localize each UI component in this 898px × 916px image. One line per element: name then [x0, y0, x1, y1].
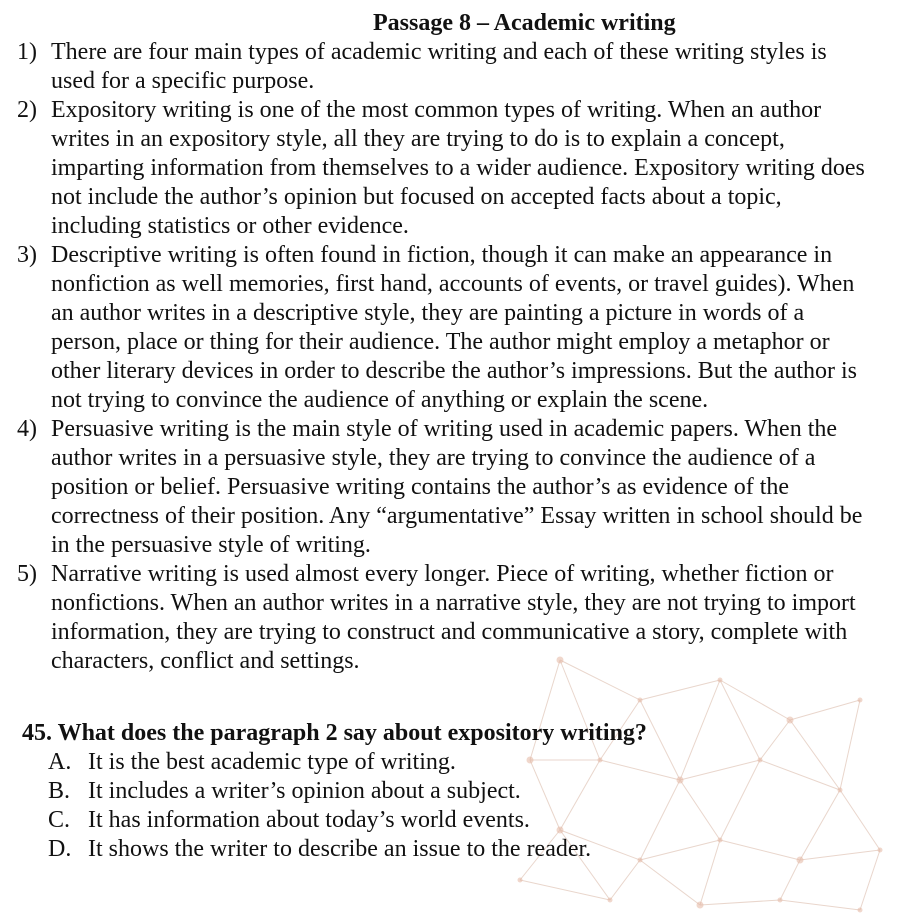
paragraph-text: Narrative writing is used almost every longer. Piece of writing, whether fiction or nonfictions. When an author writes in a narrative style, they are not trying to import information, they are trying to construct and communicative a story, complete with characters, conflict and settings. — [51, 561, 856, 674]
passage-paragraph — [0, 38, 898, 96]
passage-paragraph — [0, 96, 898, 241]
passage-paragraph — [0, 241, 898, 415]
option-letter: B. — [48, 778, 71, 804]
network-link — [610, 860, 640, 900]
answer-option-a[interactable] — [0, 748, 898, 777]
option-text: It includes a writer’s opinion about a subject. — [88, 778, 521, 804]
answer-option-list — [0, 748, 898, 864]
network-node — [518, 878, 523, 883]
network-link — [780, 900, 860, 910]
answer-option-d[interactable] — [0, 835, 898, 864]
question-stem: 45. What does the paragraph 2 say about expository writing? — [22, 720, 647, 746]
option-letter: C. — [48, 807, 71, 833]
network-link — [640, 860, 700, 905]
network-node — [858, 908, 863, 913]
paragraph-text: There are four main types of academic writing and each of these writing styles is used for a specific purpose. — [51, 39, 827, 94]
network-link — [780, 860, 800, 900]
passage-title: Passage 8 – Academic writing — [373, 10, 676, 36]
paragraph-text: Persuasive writing is the main style of writing used in academic papers. When the author writes in a persuasive style, they are trying to convince the audience of a position or belief. Persuasive writing contains the author’s as evidence of the correctness of their position. Any “argumentative” Essay written in school should be in the persuasive style of writing. — [51, 416, 863, 558]
paragraph-text: Expository writing is one of the most common types of writing. When an author writes in an expository style, all they are trying to do is to explain a concept, imparting information from themselves to a wider audience. Expository writing does not include the author’s opinion but focused on accepted facts about a topic, including statistics or other evidence. — [51, 97, 865, 239]
network-link — [520, 880, 610, 900]
answer-option-b[interactable] — [0, 777, 898, 806]
paragraph-text: Descriptive writing is often found in fiction, though it can make an appearance in nonfiction as well memories, first hand, accounts of events, or travel guides). When an author writes in a descriptive style, they are painting a picture in words of a person, place or thing for their audience. The author might employ a metaphor or other literary devices in order to describe the author’s impressions. But the author is not trying to convince the audience of anything or explain the scene. — [51, 242, 858, 413]
network-node — [608, 898, 613, 903]
paragraph-number: 4) — [17, 416, 37, 442]
network-link — [700, 900, 780, 905]
option-text: It is the best academic type of writing. — [88, 749, 456, 775]
option-letter: D. — [48, 836, 72, 862]
option-text: It has information about today’s world events. — [88, 807, 530, 833]
paragraph-number: 1) — [17, 39, 37, 65]
passage-paragraph-list — [0, 38, 898, 676]
passage-paragraph — [0, 415, 898, 560]
paragraph-number: 2) — [17, 97, 37, 123]
paragraph-number: 5) — [17, 561, 37, 587]
option-letter: A. — [48, 749, 72, 775]
network-node — [778, 898, 783, 903]
paragraph-number: 3) — [17, 242, 37, 268]
option-text: It shows the writer to describe an issue to the reader. — [88, 836, 592, 862]
passage-paragraph — [0, 560, 898, 676]
network-node — [697, 902, 704, 909]
answer-option-c[interactable] — [0, 806, 898, 835]
